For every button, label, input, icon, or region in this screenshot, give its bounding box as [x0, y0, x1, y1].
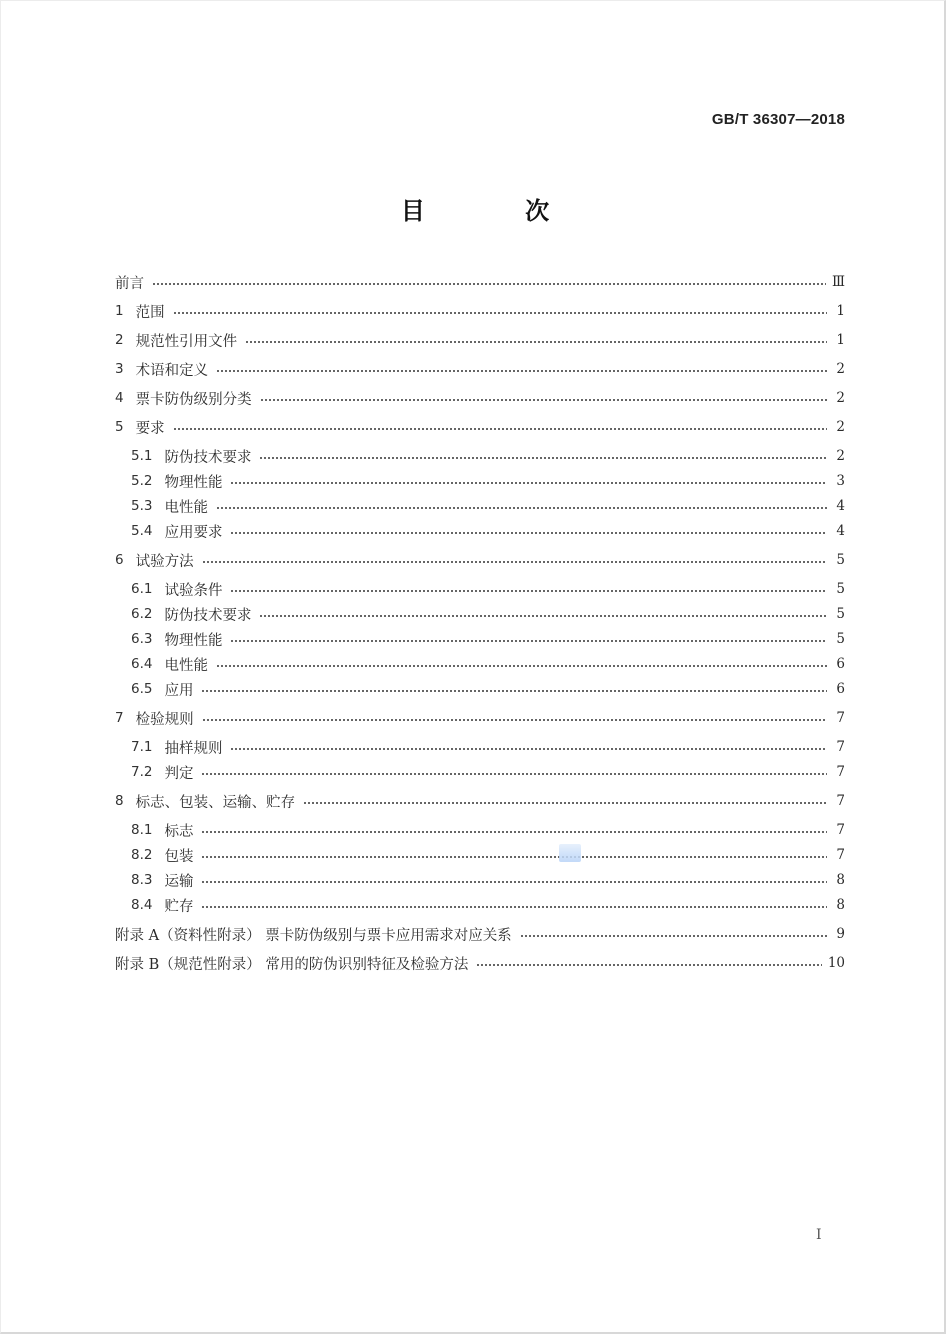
toc-label: 试验方法 — [135, 553, 194, 570]
toc-row[interactable] — [115, 299, 845, 323]
toc-page: 5 — [836, 552, 845, 568]
toc-label: 抽样规则 — [164, 740, 223, 757]
toc-row[interactable] — [131, 494, 845, 518]
toc-number: 6.2 — [131, 606, 153, 622]
toc-leader — [173, 415, 827, 439]
toc-page: 8 — [836, 872, 845, 888]
toc-number: 6.5 — [131, 681, 153, 697]
toc-row[interactable] — [131, 818, 845, 842]
toc-row[interactable] — [115, 386, 845, 410]
toc-row[interactable] — [115, 415, 845, 439]
toc-row[interactable] — [115, 270, 845, 294]
toc-leader — [216, 652, 827, 676]
toc-leader — [230, 469, 827, 493]
toc-page: 7 — [836, 764, 845, 780]
toc-leader — [303, 789, 827, 813]
toc-page: 7 — [836, 739, 845, 755]
toc-label: 试验条件 — [164, 582, 223, 599]
toc-leader — [201, 868, 827, 892]
toc-page: 1 — [836, 303, 845, 319]
toc-page: 7 — [836, 847, 845, 863]
toc-label: 贮存 — [164, 898, 194, 915]
toc-row[interactable] — [115, 922, 845, 946]
toc-page: 2 — [836, 419, 845, 435]
toc-row[interactable] — [131, 577, 845, 601]
toc-number: 1 — [115, 303, 124, 319]
toc-row[interactable] — [115, 789, 845, 813]
toc-label: 防伪技术要求 — [164, 607, 252, 624]
toc-label: 要求 — [135, 420, 165, 437]
toc-row[interactable] — [115, 328, 845, 352]
toc-row[interactable] — [131, 868, 845, 892]
toc-label: 运输 — [164, 873, 194, 890]
toc-label: 范围 — [135, 304, 165, 321]
toc-number: 6.1 — [131, 581, 153, 597]
toc-label: 标志 — [164, 823, 194, 840]
toc-number: 6.4 — [131, 656, 153, 672]
toc-row[interactable] — [131, 735, 845, 759]
toc-row[interactable] — [131, 893, 845, 917]
toc-leader — [201, 760, 827, 784]
toc-label: 物理性能 — [164, 474, 223, 491]
toc-label: 防伪技术要求 — [164, 449, 252, 466]
watermark-mark — [559, 844, 581, 862]
toc-page: 1 — [836, 332, 845, 348]
toc-leader — [201, 843, 827, 867]
toc-leader — [230, 735, 827, 759]
toc-label: 规范性引用文件 — [135, 333, 238, 350]
toc-page: 7 — [836, 710, 845, 726]
toc-label: 电性能 — [164, 499, 208, 516]
toc-leader — [201, 818, 827, 842]
toc-number: 4 — [115, 390, 124, 406]
toc-page: 3 — [836, 473, 845, 489]
toc-leader — [259, 444, 827, 468]
toc-row[interactable] — [131, 444, 845, 468]
toc-leader — [173, 299, 827, 323]
toc-leader — [152, 270, 826, 294]
toc-row[interactable] — [115, 357, 845, 381]
toc-page: 6 — [836, 681, 845, 697]
toc-leader — [201, 893, 827, 917]
toc-leader — [202, 548, 827, 572]
toc-row[interactable] — [131, 469, 845, 493]
toc-row[interactable] — [131, 843, 845, 867]
toc-label: 检验规则 — [135, 711, 194, 728]
toc-page: 4 — [836, 498, 845, 514]
toc-number: 5.3 — [131, 498, 153, 514]
toc-page: 5 — [836, 631, 845, 647]
toc-row[interactable] — [131, 627, 845, 651]
toc-leader — [245, 328, 827, 352]
toc-leader — [230, 577, 827, 601]
toc-row[interactable] — [131, 677, 845, 701]
toc-page: 2 — [836, 361, 845, 377]
toc-number: 7.2 — [131, 764, 153, 780]
toc-page: 4 — [836, 523, 845, 539]
toc-number: 5.1 — [131, 448, 153, 464]
toc-number: 3 — [115, 361, 124, 377]
toc-number: 8.4 — [131, 897, 153, 913]
toc-page: 10 — [827, 955, 845, 971]
toc-number: 5.2 — [131, 473, 153, 489]
standard-code: GB/T 36307—2018 — [711, 111, 845, 128]
toc-page: 2 — [836, 390, 845, 406]
toc-number: 2 — [115, 332, 124, 348]
toc-number: 7 — [115, 710, 124, 726]
toc-page: 6 — [836, 656, 845, 672]
toc-number: 7.1 — [131, 739, 153, 755]
toc-leader — [476, 951, 821, 975]
toc-label: 标志、包装、运输、贮存 — [135, 794, 296, 811]
toc-leader — [202, 706, 827, 730]
toc-leader — [230, 627, 827, 651]
toc-row[interactable] — [131, 602, 845, 626]
toc-leader — [259, 602, 827, 626]
toc-leader — [201, 677, 827, 701]
toc-row[interactable] — [115, 951, 845, 975]
toc-page: 7 — [836, 822, 845, 838]
toc-number: 8.2 — [131, 847, 153, 863]
toc-leader — [216, 494, 827, 518]
toc-page: 5 — [836, 581, 845, 597]
toc-label: 附录 A（资料性附录） 票卡防伪级别与票卡应用需求对应关系 — [115, 927, 512, 944]
toc-page: 7 — [836, 793, 845, 809]
toc-number: 6.3 — [131, 631, 153, 647]
toc-number: 5 — [115, 419, 124, 435]
toc-label: 应用要求 — [164, 524, 223, 541]
toc-label: 附录 B（规范性附录） 常用的防伪识别特征及检验方法 — [115, 956, 469, 973]
toc-label: 术语和定义 — [135, 362, 209, 379]
toc-leader — [260, 386, 827, 410]
toc-number: 5.4 — [131, 523, 153, 539]
toc-label: 应用 — [164, 682, 194, 699]
toc-page: 8 — [836, 897, 845, 913]
toc-label: 判定 — [164, 765, 194, 782]
toc-row[interactable] — [131, 760, 845, 784]
toc-page: 5 — [836, 606, 845, 622]
toc-row[interactable] — [115, 706, 845, 730]
toc-number: 8.1 — [131, 822, 153, 838]
toc-leader — [216, 357, 827, 381]
toc-label: 前言 — [115, 275, 144, 292]
page-number: I — [816, 1227, 822, 1243]
toc-row[interactable] — [131, 519, 845, 543]
toc-leader — [230, 519, 827, 543]
toc-number: 8.3 — [131, 872, 153, 888]
toc-label: 包装 — [164, 848, 194, 865]
toc-number: 8 — [115, 793, 124, 809]
toc-page: 2 — [836, 448, 845, 464]
toc-row[interactable] — [115, 548, 845, 572]
toc-title: 目 次 — [400, 197, 596, 225]
toc-label: 票卡防伪级别分类 — [135, 391, 252, 408]
toc-page: 9 — [836, 926, 845, 942]
toc-leader — [520, 922, 827, 946]
toc-row[interactable] — [131, 652, 845, 676]
toc-number: 6 — [115, 552, 124, 568]
toc-label: 物理性能 — [164, 632, 223, 649]
toc-label: 电性能 — [164, 657, 208, 674]
toc-page: Ⅲ — [831, 274, 845, 290]
